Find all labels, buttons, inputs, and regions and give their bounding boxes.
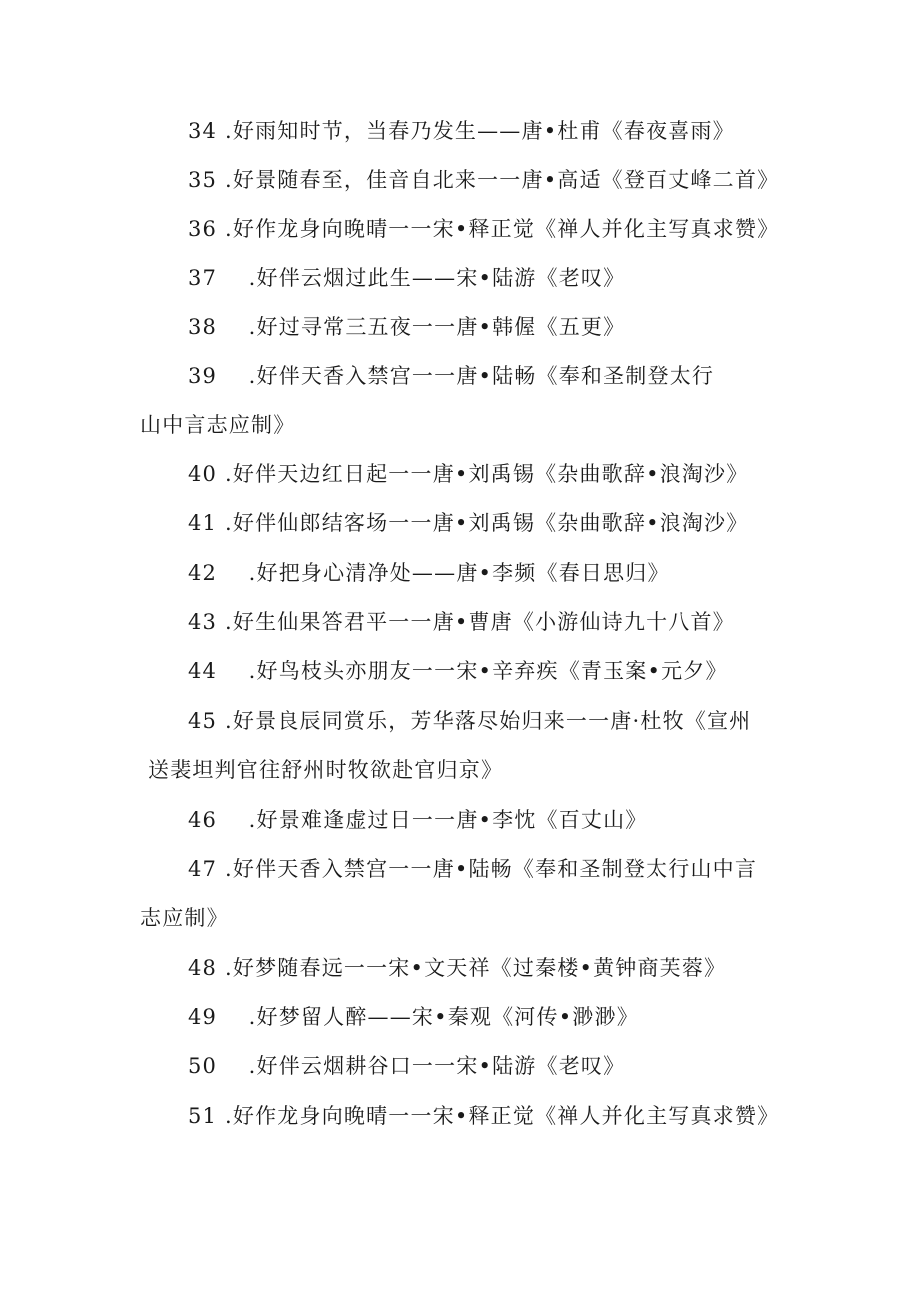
entry-50: [188, 1052, 625, 1080]
entry-text: 好伴仙郎结客场一一唐•刘禹锡《杂曲歌辞•浪淘沙》: [232, 511, 749, 535]
entry-number: 39: [188, 364, 218, 388]
entry-45: [188, 707, 751, 735]
entry-text: 好梦随春远一一宋•文天祥《过秦楼•黄钟商芙蓉》: [232, 956, 727, 980]
entry-separator: .: [217, 511, 233, 535]
entry-number: 48: [188, 956, 218, 980]
entry-47-continuation: [140, 904, 229, 932]
entry-45-continuation: [148, 756, 503, 784]
entry-46: [188, 806, 648, 834]
entry-text: 好雨知时节，当春乃发生——唐•杜甫《春夜喜雨》: [232, 119, 735, 143]
entry-number: 46: [188, 808, 218, 832]
entry-separator: .: [217, 857, 233, 881]
entry-text: 好鸟枝头亦朋友一一宋•辛弃疾《青玉案•元夕》: [256, 659, 728, 683]
entry-49: [188, 1003, 639, 1031]
entry-48: [188, 954, 726, 982]
entry-text: 送裴坦判官往舒州时牧欲赴官归京》: [148, 758, 504, 782]
entry-separator: .: [217, 168, 233, 192]
entry-text: 志应制》: [140, 906, 229, 930]
entry-text: 好伴云烟耕谷口一一宋•陆游《老叹》: [256, 1054, 626, 1078]
entry-number: 43: [188, 610, 218, 634]
entry-separator: .: [217, 1005, 257, 1029]
entry-number: 51: [188, 1104, 218, 1128]
entry-separator: .: [217, 462, 233, 486]
entry-text: 好作龙身向晚晴一一宋•释正觉《禅人并化主写真求赞》: [232, 1104, 780, 1128]
entry-51: [188, 1102, 779, 1130]
entry-separator: .: [217, 561, 257, 585]
entry-36: [188, 215, 779, 243]
entry-42: [188, 559, 670, 587]
entry-number: 38: [188, 315, 218, 339]
entry-separator: .: [217, 808, 257, 832]
entry-number: 50: [188, 1054, 218, 1078]
entry-text: 好伴天香入禁宫一一唐•陆畅《奉和圣制登太行山中言: [232, 857, 758, 881]
entry-47: [188, 855, 757, 883]
entry-number: 45: [188, 709, 218, 733]
entry-separator: .: [217, 1104, 233, 1128]
entry-text: 好作龙身向晚晴一一宋•释正觉《禅人并化主写真求赞》: [232, 217, 780, 241]
entry-separator: .: [217, 315, 257, 339]
entry-separator: .: [217, 1054, 257, 1078]
entry-separator: .: [217, 610, 233, 634]
entry-43: [188, 608, 735, 636]
entry-number: 44: [188, 659, 218, 683]
entry-44: [188, 657, 728, 685]
entry-number: 41: [188, 511, 218, 535]
entry-text: 好景难逢虚过日一一唐•李忱《百丈山》: [256, 808, 648, 832]
entry-text: 好过寻常三五夜一一唐•韩偓《五更》: [256, 315, 626, 339]
entry-39: [188, 362, 714, 390]
entry-text: 山中言志应制》: [140, 413, 296, 437]
entry-35: [188, 166, 779, 194]
entry-text: 好生仙果答君平一一唐•曹唐《小游仙诗九十八首》: [232, 610, 735, 634]
entry-34: [188, 117, 735, 145]
entry-text: 好梦留人醉——宋•秦观《河传•渺渺》: [256, 1005, 639, 1029]
entry-separator: .: [217, 364, 257, 388]
entry-number: 36: [188, 217, 218, 241]
entry-text: 好把身心清净处——唐•李频《春日思归》: [256, 561, 670, 585]
entry-41: [188, 509, 748, 537]
entry-separator: .: [217, 266, 257, 290]
entry-number: 34: [188, 119, 218, 143]
entry-number: 42: [188, 561, 218, 585]
entry-40: [188, 460, 748, 488]
entry-separator: .: [217, 709, 233, 733]
entry-number: 40: [188, 462, 218, 486]
entry-number: 35: [188, 168, 218, 192]
entry-separator: .: [217, 956, 233, 980]
entry-text: 好伴天香入禁宫一一唐•陆畅《奉和圣制登太行: [256, 364, 715, 388]
entry-separator: .: [217, 119, 233, 143]
entry-39-continuation: [140, 411, 295, 439]
entry-separator: .: [217, 659, 257, 683]
entry-number: 47: [188, 857, 218, 881]
entry-separator: .: [217, 217, 233, 241]
entry-number: 49: [188, 1005, 218, 1029]
entry-number: 37: [188, 266, 218, 290]
entry-text: 好伴云烟过此生——宋•陆游《老叹》: [256, 266, 626, 290]
entry-text: 好景随春至，佳音自北来一一唐•高适《登百丈峰二首》: [232, 168, 780, 192]
entry-37: [188, 264, 625, 292]
entry-text: 好伴天边红日起一一唐•刘禹锡《杂曲歌辞•浪淘沙》: [232, 462, 749, 486]
entry-text: 好景良辰同赏乐，芳华落尽始归来一一唐·杜牧《宣州: [232, 709, 752, 733]
entry-38: [188, 313, 625, 341]
